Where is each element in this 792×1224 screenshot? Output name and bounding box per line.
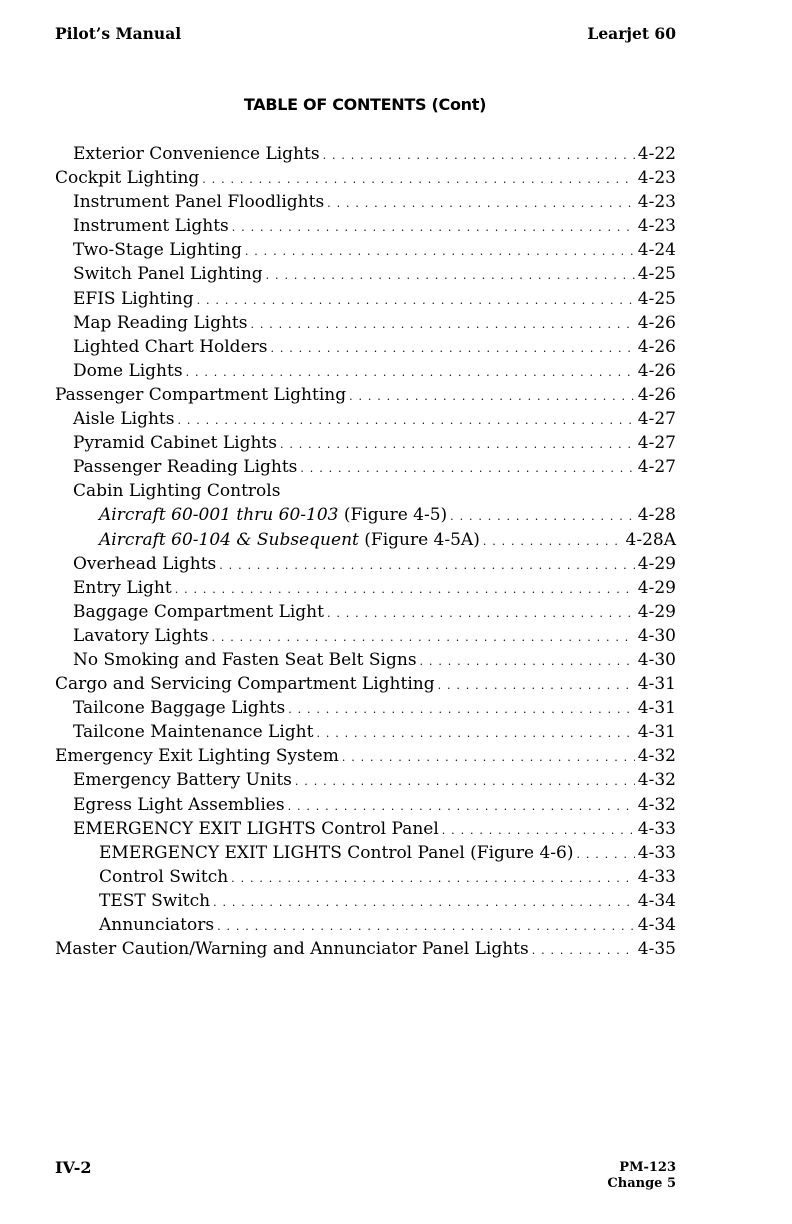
toc-entry-label: Entry Light [73, 577, 172, 598]
dot-leader [483, 530, 623, 554]
toc-entry-page: 4-29 [637, 553, 676, 574]
toc-entry-label: Passenger Compartment Lighting [55, 384, 347, 405]
dot-leader [270, 337, 634, 361]
toc-entry-page: 4-30 [637, 649, 676, 670]
dot-leader [175, 578, 635, 602]
toc-entry[interactable] [55, 576, 676, 600]
toc-entry-page: 4-31 [637, 698, 676, 719]
dot-leader [438, 674, 635, 698]
dot-leader [300, 457, 634, 481]
header-manual-title: Pilot’s Manual [55, 24, 182, 43]
toc-entry-label: Switch Panel Lighting [73, 264, 263, 285]
toc-entry[interactable] [55, 528, 676, 552]
toc-entry[interactable] [55, 335, 676, 359]
dot-leader [576, 843, 634, 867]
toc-entry-label: Cabin Lighting Controls [73, 481, 281, 502]
toc-entry-page: 4-34 [637, 890, 676, 911]
dot-leader [217, 915, 635, 939]
toc-entry[interactable] [55, 238, 676, 262]
toc-entry-label: Map Reading Lights [73, 312, 248, 333]
dot-leader [280, 433, 635, 457]
dot-leader [327, 192, 635, 216]
toc-entry[interactable] [55, 913, 676, 937]
figure-reference: (Figure 4-5) [338, 505, 448, 526]
dot-leader [288, 698, 635, 722]
toc-entry[interactable] [55, 720, 676, 744]
dot-leader [202, 168, 635, 192]
toc-entry-page: 4-25 [637, 288, 676, 309]
toc-list [55, 142, 676, 961]
toc-entry-page: 4-26 [637, 384, 676, 405]
footer-doc-number: PM-123 [619, 1160, 676, 1175]
toc-entry-label: Tailcone Maintenance Light [73, 722, 314, 743]
toc-entry-label: Dome Lights [73, 360, 183, 381]
toc-entry[interactable] [55, 768, 676, 792]
dot-leader [186, 361, 635, 385]
dot-leader [295, 770, 635, 794]
toc-entry-label: Emergency Battery Units [73, 770, 292, 791]
dot-leader [288, 795, 635, 819]
dot-leader [349, 385, 635, 409]
toc-entry-page: 4-23 [637, 216, 676, 237]
toc-entry[interactable] [55, 865, 676, 889]
dot-leader [442, 819, 635, 843]
dot-leader [177, 409, 634, 433]
toc-entry-page: 4-28A [625, 529, 676, 550]
toc-entry-page: 4-29 [637, 601, 676, 622]
toc-entry[interactable] [55, 383, 676, 407]
toc-entry[interactable] [55, 166, 676, 190]
toc-entry-label: Control Switch [99, 866, 229, 887]
dot-leader [197, 289, 635, 313]
toc-entry[interactable] [55, 311, 676, 335]
footer-page-number: IV-2 [55, 1158, 92, 1177]
toc-entry[interactable] [55, 696, 676, 720]
toc-entry[interactable] [55, 431, 676, 455]
dot-leader [342, 746, 635, 770]
dot-leader [323, 144, 635, 168]
toc-entry[interactable] [55, 407, 676, 431]
toc-entry-label: Passenger Reading Lights [73, 457, 298, 478]
toc-entry[interactable] [55, 648, 676, 672]
toc-entry[interactable] [55, 937, 676, 961]
toc-entry-page: 4-32 [637, 794, 676, 815]
toc-entry[interactable] [55, 600, 676, 624]
toc-entry-label: TEST Switch [99, 890, 211, 911]
toc-entry-page: 4-26 [637, 336, 676, 357]
dot-leader [450, 505, 635, 529]
toc-entry-page: 4-24 [637, 240, 676, 261]
dot-leader [420, 650, 635, 674]
toc-entry[interactable] [55, 552, 676, 576]
toc-entry[interactable] [55, 793, 676, 817]
toc-entry[interactable] [55, 624, 676, 648]
toc-entry-page: 4-22 [637, 144, 676, 164]
toc-entry[interactable] [55, 817, 676, 841]
toc-entry-label: Exterior Convenience Lights [73, 144, 320, 164]
toc-entry-page: 4-26 [637, 312, 676, 333]
toc-entry-label: Emergency Exit Lighting System [55, 746, 339, 767]
toc-entry[interactable] [55, 889, 676, 913]
toc-entry-label: EFIS Lighting [73, 288, 194, 309]
toc-entry-page: 4-23 [637, 168, 676, 189]
toc-entry-label: Cargo and Servicing Compartment Lighting [55, 674, 435, 695]
aircraft-range-italic: Aircraft 60-001 thru 60-103 [99, 505, 339, 526]
toc-entry[interactable] [55, 744, 676, 768]
toc-entry[interactable] [55, 287, 676, 311]
toc-entry-page: 4-33 [637, 866, 676, 887]
toc-entry-label [99, 528, 480, 552]
toc-entry[interactable] [55, 359, 676, 383]
toc-entry-page: 4-31 [637, 722, 676, 743]
dot-leader [219, 554, 635, 578]
toc-entry-label: Cockpit Lighting [55, 168, 200, 189]
dot-leader [213, 891, 635, 915]
footer-change: Change 5 [607, 1176, 676, 1191]
toc-entry-label: Tailcone Baggage Lights [73, 698, 286, 719]
toc-entry-page: 4-29 [637, 577, 676, 598]
toc-entry-page: 4-27 [637, 433, 676, 454]
toc-entry-label [99, 503, 447, 527]
toc-entry-page: 4-30 [637, 625, 676, 646]
toc-entry-page: 4-33 [637, 818, 676, 839]
toc-entry[interactable] [55, 214, 676, 238]
toc-entry[interactable] [55, 262, 676, 286]
toc-entry-page: 4-35 [637, 939, 676, 960]
footer-doc-info [607, 1160, 676, 1192]
toc-entry-label: EMERGENCY EXIT LIGHTS Control Panel [73, 818, 439, 839]
toc-entry-page: 4-23 [637, 192, 676, 213]
toc-entry-label: Master Caution/Warning and Annunciator Panel Lights [55, 939, 529, 960]
toc-entry-page: 4-25 [637, 264, 676, 285]
toc-entry-label: Instrument Lights [73, 216, 229, 237]
toc-entry-label: EMERGENCY EXIT LIGHTS Control Panel (Figure 4-6) [99, 842, 574, 863]
toc-entry-label: No Smoking and Fasten Seat Belt Signs [73, 649, 417, 670]
dot-leader [316, 722, 634, 746]
toc-entry[interactable] [55, 190, 676, 214]
header-aircraft-model: Learjet 60 [587, 24, 676, 43]
figure-reference: (Figure 4-5A) [358, 529, 480, 550]
dot-leader [232, 216, 635, 240]
dot-leader [251, 313, 635, 337]
toc-entry-label: Lavatory Lights [73, 625, 209, 646]
toc-entry-heading[interactable] [55, 479, 676, 503]
page-title: TABLE OF CONTENTS (Cont) [243, 95, 487, 114]
toc-entry[interactable] [55, 672, 676, 696]
aircraft-range-italic: Aircraft 60-104 & Subsequent [99, 529, 359, 550]
toc-entry-label: Overhead Lights [73, 553, 217, 574]
toc-entry[interactable] [55, 142, 676, 166]
toc-entry-label: Two-Stage Lighting [73, 240, 242, 261]
toc-entry-page: 4-32 [637, 770, 676, 791]
toc-entry-page: 4-34 [637, 915, 676, 935]
toc-entry-label: Egress Light Assemblies [73, 794, 285, 815]
dot-leader [532, 939, 635, 963]
dot-leader [327, 602, 635, 626]
toc-entry-label: Baggage Compartment Light [73, 601, 324, 622]
dot-leader [266, 264, 635, 288]
toc-entry[interactable] [55, 841, 676, 865]
toc-entry[interactable] [55, 503, 676, 527]
toc-entry-page: 4-26 [637, 360, 676, 381]
toc-entry-page: 4-33 [637, 842, 676, 863]
dot-leader [245, 240, 635, 264]
toc-entry[interactable] [55, 455, 676, 479]
dot-leader [231, 867, 635, 891]
toc-entry-page: 4-27 [637, 457, 676, 478]
toc-entry-label: Pyramid Cabinet Lights [73, 433, 277, 454]
toc-entry-page: 4-32 [637, 746, 676, 767]
toc-entry-label: Lighted Chart Holders [73, 336, 268, 357]
toc-entry-label: Aisle Lights [73, 409, 175, 430]
toc-entry-page: 4-28 [637, 505, 676, 526]
toc-entry-label: Annunciators [99, 915, 215, 935]
toc-entry-page: 4-27 [637, 409, 676, 430]
dot-leader [211, 626, 634, 650]
toc-entry-page: 4-31 [637, 674, 676, 695]
toc-entry-label: Instrument Panel Floodlights [73, 192, 325, 213]
